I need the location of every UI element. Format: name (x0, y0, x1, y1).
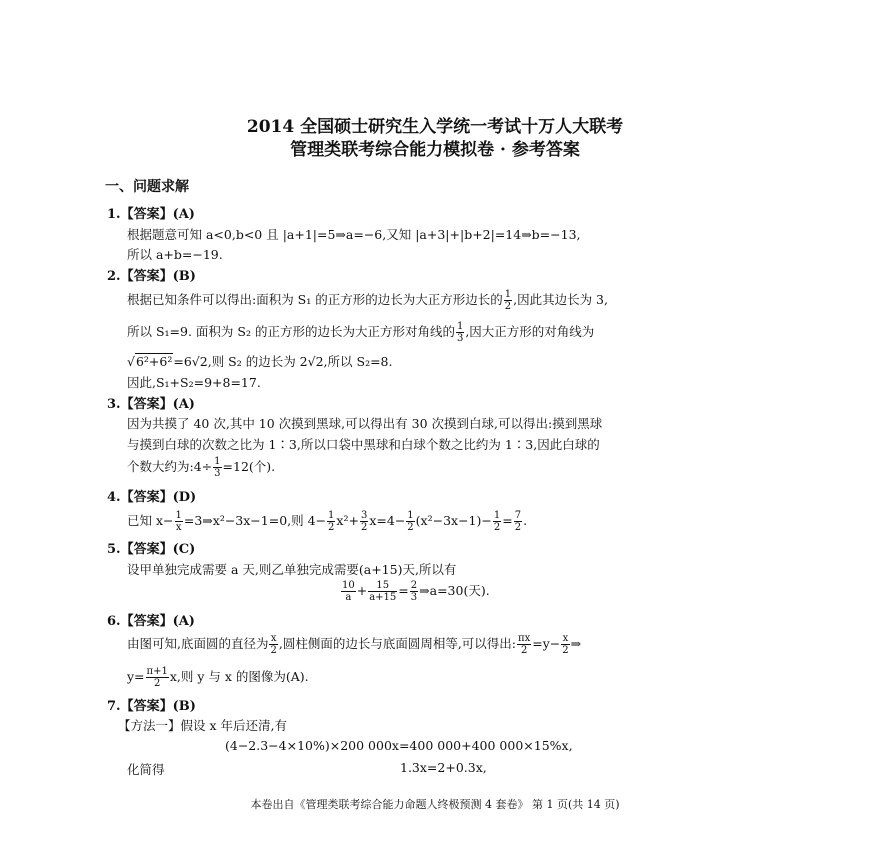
fraction: $\frac{x}{2}$ (270, 633, 277, 656)
fraction: $\frac{1}{x}$ (175, 510, 182, 533)
fraction: $\frac{1}{3}$ (456, 321, 464, 344)
question-5-equation: $\frac{10}{a}$ + $\frac{15}{a+15}$ = $\frac{2}{3}$ ⇒a=30(天). (342, 580, 490, 603)
exam-subtitle: 管理类联考综合能力模拟卷 · 参考答案 (290, 140, 580, 160)
radicand: 6²+6² (135, 354, 173, 369)
fraction: $\frac{10}{a}$ (342, 580, 355, 603)
question-2-line: √6²+6²=6√2,则 S₂ 的边长为 2√2,所以 S₂=8. (127, 354, 393, 369)
question-7-equation: (4−2.3−4×10%)×200 000x=400 000+400 000×15%x, (225, 738, 573, 753)
fraction: $\frac{3}{2}$ (360, 510, 368, 533)
fraction: $\frac{\pi x}{2}$ (518, 633, 531, 656)
question-1-line: 所以 a+b=−19. (127, 247, 223, 262)
question-3-line: 因为共摸了 40 次,其中 10 次摸到黑球,可以得出有 30 次摸到白球,可以得出:摸到黑球 (127, 416, 603, 431)
question-1-line: 根据题意可知 a<0,b<0 且 |a+1|=5⇒a=−6,又知 |a+3|+|b+2|=14⇒b=−13, (127, 227, 581, 242)
question-3-line: 个数大约为:4÷ $\frac{1}{3}$ =12(个). (127, 456, 276, 479)
question-2-line: 因此,S₁+S₂=9+8=17. (127, 375, 261, 390)
question-7-answer: 7.【答案】(B) (107, 699, 196, 714)
page-footer: 本卷出自《管理类联考综合能力命题人终极预测 4 套卷》 第 1 页(共 14 页) (250, 798, 620, 811)
question-3-answer: 3.【答案】(A) (107, 397, 195, 412)
fraction: $\frac{1}{2}$ (328, 510, 335, 533)
question-4-answer: 4.【答案】(D) (107, 490, 197, 505)
question-6-line: 由图可知,底面圆的直径为 $\frac{x}{2}$ ,圆柱侧面的边长与底面圆周相等,可以得出: $\frac{\pi x}{2}$ =y− $\frac{x}{2}$ ⇒ (127, 633, 582, 656)
question-2-line: 根据已知条件可以得出:面积为 S₁ 的正方形的边长为大正方形边长的 $\frac{1}{2}$ ,因此其边长为 3, (127, 289, 608, 312)
question-5-answer: 5.【答案】(C) (107, 542, 196, 557)
question-2-answer: 2.【答案】(B) (107, 269, 196, 284)
question-6-line: y= $\frac{\pi+1}{2}$ x,则 y 与 x 的图像为(A). (127, 666, 309, 689)
question-6-answer: 6.【答案】(A) (107, 614, 195, 629)
exam-title: 2014 全国硕士研究生入学统一考试十万人大联考 (246, 117, 624, 137)
fraction: $\frac{7}{2}$ (514, 510, 522, 533)
fraction: $\frac{1}{2}$ (493, 510, 501, 533)
question-1-answer: 1.【答案】(A) (107, 207, 195, 222)
fraction: $\frac{x}{2}$ (562, 633, 569, 656)
fraction: $\frac{2}{3}$ (410, 580, 418, 603)
fraction: $\frac{1}{3}$ (214, 456, 221, 479)
question-4-line: 已知 x− $\frac{1}{x}$ =3⇒x²−3x−1=0,则 4− $\frac{1}{2}$ x²+ $\frac{3}{2}$ x=4− $\frac{1}{2}$ (x²−3x−1)− $\frac{1}{2}$ = $\frac{7}{2}$ . (127, 510, 528, 533)
question-7-method: 【方法一】假设 x 年后还清,有 (118, 718, 287, 733)
question-5-line: 设甲单独完成需要 a 天,则乙单独完成需要(a+15)天,所以有 (127, 562, 457, 577)
fraction: $\frac{1}{2}$ (407, 510, 414, 533)
question-2-line: 所以 S₁=9. 面积为 S₂ 的正方形的边长为大正方形对角线的 $\frac{1}{3}$ ,因大正方形的对角线为 (127, 321, 595, 344)
fraction: $\frac{15}{a+15}$ (369, 580, 397, 603)
fraction: $\frac{\pi+1}{2}$ (146, 666, 168, 689)
sqrt-sign: √ (127, 354, 135, 369)
question-7-simplify-label: 化简得 (127, 762, 165, 777)
fraction: $\frac{1}{2}$ (504, 289, 512, 312)
question-3-line: 与摸到白球的次数之比为 1∶3,所以口袋中黑球和白球个数之比约为 1∶3,因此白球的 (127, 437, 600, 452)
question-7-simplified: 1.3x=2+0.3x, (400, 760, 487, 775)
section-heading: 一、问题求解 (105, 179, 189, 195)
